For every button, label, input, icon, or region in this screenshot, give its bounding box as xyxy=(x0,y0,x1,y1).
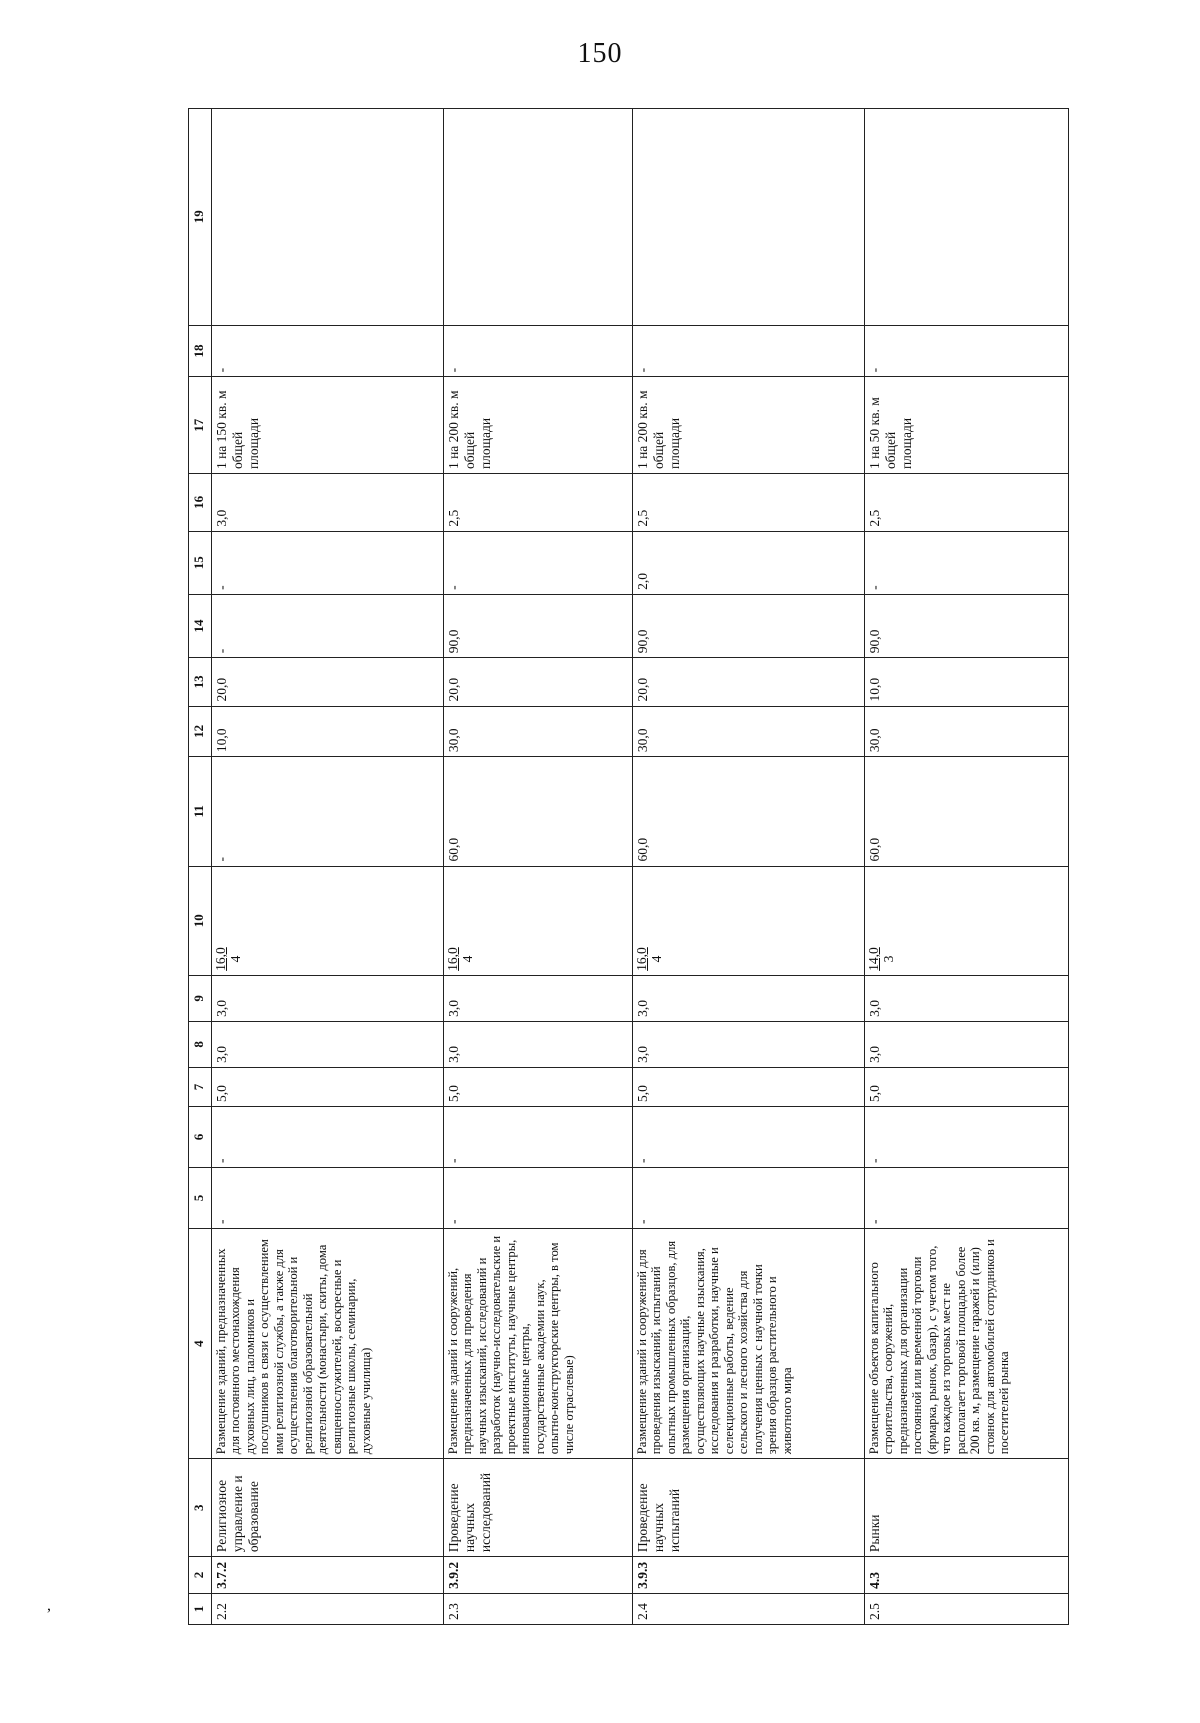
cell-col-11: 60,0 xyxy=(633,757,865,866)
cell-use-name: Проведение научных исследований xyxy=(444,1459,633,1557)
cell-col-11: 60,0 xyxy=(444,757,633,866)
cell-col-6: - xyxy=(633,1107,865,1168)
cell-col-5: - xyxy=(865,1168,1069,1229)
fraction-numerator: 16,0 xyxy=(634,947,649,971)
cell-col-15: - xyxy=(865,531,1069,594)
fraction xyxy=(635,947,665,971)
table-row xyxy=(212,109,444,1625)
table-row xyxy=(865,109,1069,1625)
cell-col-14: - xyxy=(212,594,444,657)
cell-col-13: 10,0 xyxy=(865,658,1069,706)
cell-use-code: 3.9.3 xyxy=(633,1557,865,1594)
cell-col-9: 3,0 xyxy=(444,975,633,1021)
header-col-10: 10 xyxy=(189,866,212,975)
cell-col-16: 3,0 xyxy=(212,474,444,532)
header-row xyxy=(189,109,212,1625)
cell-col-15: 2,0 xyxy=(633,531,865,594)
cell-use-description: Размещение объектов капитального строительства, сооружений, предназначенных для организации постоянной или временной торговли (ярмарка, рынок, базар), с учетом того, что каждое из торговых мест не располагает торговой площадью более 200 кв. м, размещение гаражей и (или) стоянок для автомобилей сотрудников и посетителей рынка xyxy=(865,1229,1069,1459)
cell-col-12: 30,0 xyxy=(865,706,1069,757)
header-col-16: 16 xyxy=(189,474,212,532)
cell-col-10 xyxy=(444,866,633,975)
header-col-19: 19 xyxy=(189,109,212,326)
header-col-2: 2 xyxy=(189,1557,212,1594)
stray-mark: , xyxy=(47,1597,51,1614)
header-col-13: 13 xyxy=(189,658,212,706)
header-col-15: 15 xyxy=(189,531,212,594)
fraction-denominator: 4 xyxy=(459,955,475,963)
cell-col-10 xyxy=(633,866,865,975)
cell-row-number: 2.4 xyxy=(633,1593,865,1624)
cell-col-16: 2,5 xyxy=(633,474,865,532)
cell-col-8: 3,0 xyxy=(212,1021,444,1067)
header-col-12: 12 xyxy=(189,706,212,757)
header-col-7: 7 xyxy=(189,1067,212,1106)
cell-use-code: 3.7.2 xyxy=(212,1557,444,1594)
cell-col-15: - xyxy=(444,531,633,594)
cell-use-name: Рынки xyxy=(865,1459,1069,1557)
cell-col-18: - xyxy=(444,325,633,377)
header-col-5: 5 xyxy=(189,1168,212,1229)
cell-col-5: - xyxy=(444,1168,633,1229)
cell-col-16: 2,5 xyxy=(865,474,1069,532)
cell-col-7: 5,0 xyxy=(633,1067,865,1106)
fraction-numerator: 14,0 xyxy=(866,947,881,971)
land-use-table xyxy=(188,108,1069,1625)
cell-col-18: - xyxy=(633,325,865,377)
fraction-denominator: 4 xyxy=(227,955,243,963)
cell-col-9: 3,0 xyxy=(633,975,865,1021)
fraction-denominator: 4 xyxy=(648,955,664,963)
header-col-1: 1 xyxy=(189,1593,212,1624)
cell-col-18: - xyxy=(212,325,444,377)
cell-row-number: 2.3 xyxy=(444,1593,633,1624)
cell-col-19 xyxy=(444,109,633,326)
cell-col-17: 1 на 200 кв. м общей площади xyxy=(633,377,865,474)
cell-col-11: - xyxy=(212,757,444,866)
fraction xyxy=(867,947,897,971)
cell-col-17: 1 на 150 кв. м общей площади xyxy=(212,377,444,474)
cell-use-description: Размещение зданий и сооружений для проведения изысканий, испытаний опытных промышленных образцов, для размещения организаций, осуществляющих научные изыскания, исследования и разработки, научные и селекционные работы, ведение сельского и лесного хозяйства для получения ценных с научной точки зрения образцов растительного и животного мира xyxy=(633,1229,865,1459)
header-col-4: 4 xyxy=(189,1229,212,1459)
cell-col-8: 3,0 xyxy=(633,1021,865,1067)
cell-col-17: 1 на 200 кв. м общей площади xyxy=(444,377,633,474)
cell-use-description: Размещение зданий и сооружений, предназначенных для проведения научных изысканий, исследований и разработок (научно-исследовательские и проектные институты, научные центры, инновационные центры, государственные академии наук, опытно-конструкторские центры, в том числе отраслевые) xyxy=(444,1229,633,1459)
header-col-14: 14 xyxy=(189,594,212,657)
cell-col-6: - xyxy=(865,1107,1069,1168)
cell-col-10 xyxy=(865,866,1069,975)
cell-col-19 xyxy=(633,109,865,326)
cell-col-7: 5,0 xyxy=(444,1067,633,1106)
page-number: 150 xyxy=(577,38,623,69)
header-col-18: 18 xyxy=(189,325,212,377)
table-row xyxy=(444,109,633,1625)
cell-row-number: 2.2 xyxy=(212,1593,444,1624)
cell-row-number: 2.5 xyxy=(865,1593,1069,1624)
header-col-6: 6 xyxy=(189,1107,212,1168)
cell-use-name: Проведение научных испытаний xyxy=(633,1459,865,1557)
header-col-17: 17 xyxy=(189,377,212,474)
cell-col-12: 10,0 xyxy=(212,706,444,757)
fraction xyxy=(446,947,476,971)
cell-use-description: Размещение зданий, предназначенных для постоянного местонахождения духовных лиц, паломников и послушников в связи с осуществлением ими религиозной службы, а также для осуществления благотворительной и религиозной образовательной деятельности (монастыри, скиты, дома священнослужителей, воскресные и религиозные школы, семинарии, духовные училища) xyxy=(212,1229,444,1459)
cell-col-10 xyxy=(212,866,444,975)
cell-col-8: 3,0 xyxy=(865,1021,1069,1067)
cell-col-14: 90,0 xyxy=(865,594,1069,657)
cell-use-code: 4.3 xyxy=(865,1557,1069,1594)
cell-col-14: 90,0 xyxy=(633,594,865,657)
cell-use-code: 3.9.2 xyxy=(444,1557,633,1594)
cell-col-12: 30,0 xyxy=(444,706,633,757)
fraction-denominator: 3 xyxy=(880,955,896,963)
header-col-9: 9 xyxy=(189,975,212,1021)
cell-col-5: - xyxy=(633,1168,865,1229)
fraction-numerator: 16,0 xyxy=(445,947,460,971)
cell-col-9: 3,0 xyxy=(865,975,1069,1021)
cell-col-19 xyxy=(865,109,1069,326)
cell-col-19 xyxy=(212,109,444,326)
cell-col-12: 30,0 xyxy=(633,706,865,757)
cell-col-15: - xyxy=(212,531,444,594)
cell-use-name: Религиозное управление и образование xyxy=(212,1459,444,1557)
cell-col-14: 90,0 xyxy=(444,594,633,657)
header-col-11: 11 xyxy=(189,757,212,866)
cell-col-18: - xyxy=(865,325,1069,377)
cell-col-6: - xyxy=(212,1107,444,1168)
cell-col-7: 5,0 xyxy=(865,1067,1069,1106)
header-col-3: 3 xyxy=(189,1459,212,1557)
cell-col-7: 5,0 xyxy=(212,1067,444,1106)
cell-col-13: 20,0 xyxy=(633,658,865,706)
fraction-numerator: 16,0 xyxy=(213,947,228,971)
cell-col-5: - xyxy=(212,1168,444,1229)
cell-col-6: - xyxy=(444,1107,633,1168)
cell-col-8: 3,0 xyxy=(444,1021,633,1067)
cell-col-9: 3,0 xyxy=(212,975,444,1021)
cell-col-17: 1 на 50 кв. м общей площади xyxy=(865,377,1069,474)
rotated-table-container xyxy=(188,108,1063,1625)
cell-col-13: 20,0 xyxy=(444,658,633,706)
cell-col-16: 2,5 xyxy=(444,474,633,532)
cell-col-11: 60,0 xyxy=(865,757,1069,866)
table-row xyxy=(633,109,865,1625)
cell-col-13: 20,0 xyxy=(212,658,444,706)
header-col-8: 8 xyxy=(189,1021,212,1067)
fraction xyxy=(214,947,244,971)
